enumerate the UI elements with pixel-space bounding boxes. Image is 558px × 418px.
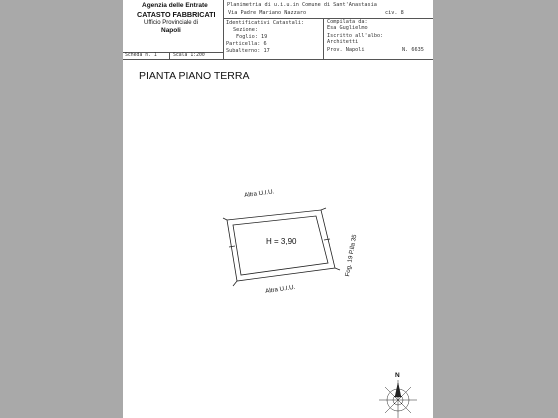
top-neighbor-label: Altra U.I.U. [243, 188, 275, 199]
plan-header-title: Planimetria di u.i.u.in Comune di Sant'Anastasia [227, 2, 377, 8]
plan-title: PIANTA PIANO TERRA [139, 70, 250, 82]
agency-line-3: Ufficio Provinciale di [144, 20, 198, 26]
compiler-profession: Architetti [327, 39, 359, 45]
compiler-number: N. 6635 [402, 47, 424, 53]
cadastral-heading: Identificativi Catastali: [226, 20, 305, 26]
subalterno-field: Subalterno: 17 [226, 48, 270, 54]
particella-field: Particella: 6 [226, 41, 267, 47]
agency-line-1: Agenzia delle Entrate [142, 2, 208, 9]
north-letter: N [395, 372, 400, 379]
plan-civic-number: civ. 8 [385, 10, 404, 16]
bottom-neighbor-label: Altra U.I.U. [264, 283, 296, 295]
compiler-heading: Compilata da: [327, 19, 368, 25]
foglio-field: Foglio: 19 [236, 34, 268, 40]
scheda-number: Scheda n. 1 [125, 53, 157, 58]
agency-line-2: CATASTO FABBRICATI [137, 10, 216, 19]
compiler-province: Prov. Napoli [327, 47, 365, 53]
parcel-side-label: Fog. 19 P.lla 35 [344, 233, 359, 278]
scheda-scale: Scala 1:200 [173, 53, 205, 58]
ceiling-height-label: H = 3,90 [266, 237, 297, 246]
floor-plan [123, 0, 433, 418]
cadastral-sheet [123, 0, 433, 418]
compiler-name: Esa Guglielmo [327, 25, 368, 31]
agency-line-4: Napoli [161, 27, 181, 34]
north-arrow [379, 380, 417, 418]
plan-address: Via Padre Mariano Nazzaro [228, 10, 307, 16]
sezione-field: Sezione: [233, 27, 258, 33]
compiler-albo: Iscritto all'albo: [327, 33, 384, 39]
